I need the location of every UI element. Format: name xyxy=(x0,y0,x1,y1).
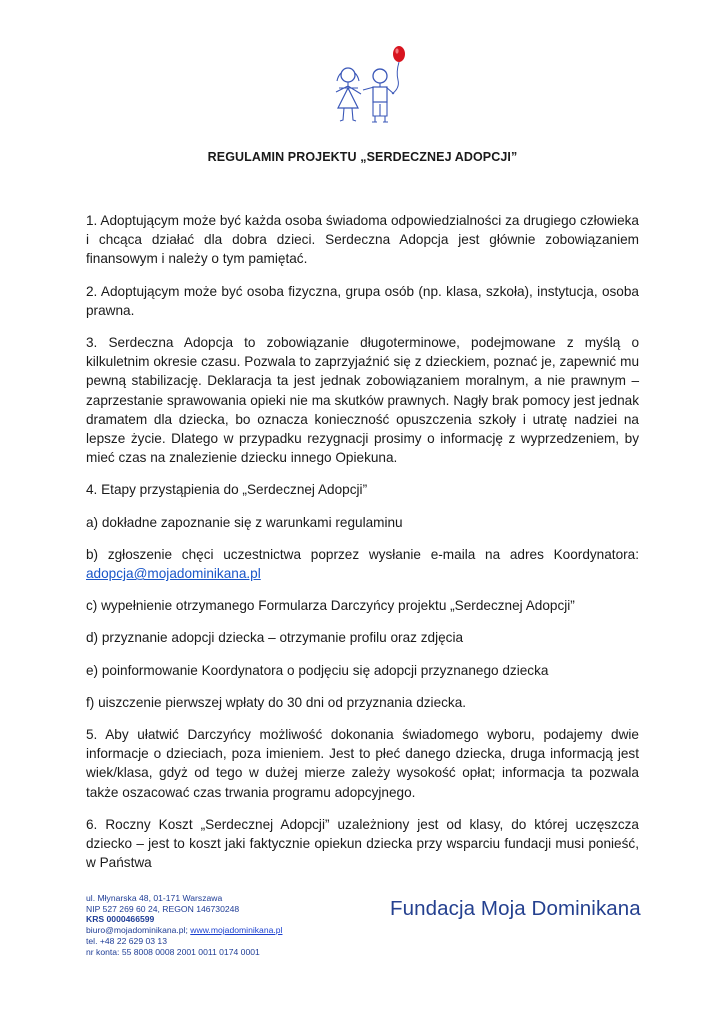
regulations-body xyxy=(86,211,639,885)
step-b xyxy=(86,545,639,583)
document-title: REGULAMIN PROJEKTU „SERDECZNEJ ADOPCJI” xyxy=(207,150,518,164)
logo-children-balloon xyxy=(318,42,418,128)
paragraph-2: 2. Adoptującym może być osoba fizyczna, grupa osób (np. klasa, szkoła), instytucja, osoba prawna. xyxy=(86,283,639,318)
paragraph-3: 3. Serdeczna Adopcja to zobowiązanie długoterminowe, podejmowane z myślą o kilkuletnim okresie czasu. Pozwala to zaprzyjaźnić się z dzieckiem, poznać je, zapewnić mu pewną stabilizację. Deklaracja ta jest jednak zobowiązaniem moralnym, a nie prawnym – zaprzestanie sprawowania opieki nie ma skutków prawnych. Nagły brak pomocy jest jednak dramatem dla dziecka, bo oznacza konieczność opuszczenia szkoły i utratę nadziei na lepsze życie. Dlatego w przypadku rezygnacji prosimy o informację z wyprzedzeniem, by mieć czas na znalezienie dziecku innego Opiekuna. xyxy=(86,335,639,466)
step-e: e) poinformowanie Koordynatora o podjęciu się adopcji przyznanego dziecka xyxy=(86,662,549,678)
coordinator-email-link[interactable]: adopcja@mojadominikana.pl xyxy=(86,566,261,582)
step-b-text: b) zgłoszenie chęci uczestnictwa poprzez wysłanie e-maila na adres Koordynatora: xyxy=(86,546,639,562)
footer-website-link[interactable]: www.mojadominikana.pl xyxy=(190,925,283,936)
foundation-name: Fundacja Moja Dominikana xyxy=(390,897,641,920)
footer-nip-regon: NIP 527 269 60 24, REGON 146730248 xyxy=(86,903,240,914)
footer-email-web xyxy=(86,925,282,936)
step-f: f) uiszczenie pierwszej wpłaty do 30 dni od przyznania dziecka. xyxy=(86,694,467,710)
paragraph-5: 5. Aby ułatwić Darczyńcy możliwość dokonania świadomego wyboru, podajemy dwie informacje o dzieciach, poza imieniem. Jest to płeć danego dziecka, druga informacją jest wiek/klasa, gdyż od tego w dużej mierze zależy wysokość opłat; informacja ta pozwala także oszacować czas trwania programu adopcyjnego. xyxy=(86,727,639,800)
step-a: a) dokładne zapoznanie się z warunkami regulaminu xyxy=(86,514,403,530)
footer-address: ul. Młynarska 48, 01-171 Warszawa xyxy=(86,893,223,903)
paragraph-1: 1. Adoptującym może być każda osoba świadoma odpowiedzialności za drugiego człowieka i chcąca działać dla dobra dzieci. Serdeczna Adopcja jest głównie zobowiązaniem finansowym i należy o tym pamiętać. xyxy=(86,213,639,267)
paragraph-4: 4. Etapy przystąpienia do „Serdecznej Adopcji” xyxy=(86,482,368,498)
footer-krs: KRS 0000466599 xyxy=(86,914,155,925)
footer-phone: tel. +48 22 629 03 13 xyxy=(86,935,167,946)
footer-email[interactable]: biuro@mojadominikana.pl xyxy=(86,925,186,936)
step-d: d) przyznanie adopcji dziecka – otrzymanie profilu oraz zdjęcia xyxy=(86,630,464,646)
footer-contact xyxy=(86,893,282,957)
step-c: c) wypełnienie otrzymanego Formularza Darczyńcy projektu „Serdecznej Adopcji” xyxy=(86,598,575,614)
footer-separator: ; xyxy=(185,925,191,936)
footer-bank-account: nr konta: 55 8008 0008 2001 0011 0174 0001 xyxy=(86,946,260,957)
paragraph-6: 6. Roczny Koszt „Serdecznej Adopcji” uzależniony jest od klasy, do której uczęszcza dziecko – jest to koszt jaki faktycznie opiekun dziecka przy wsparciu fundacji musi ponieść, w Państwa xyxy=(86,816,639,871)
